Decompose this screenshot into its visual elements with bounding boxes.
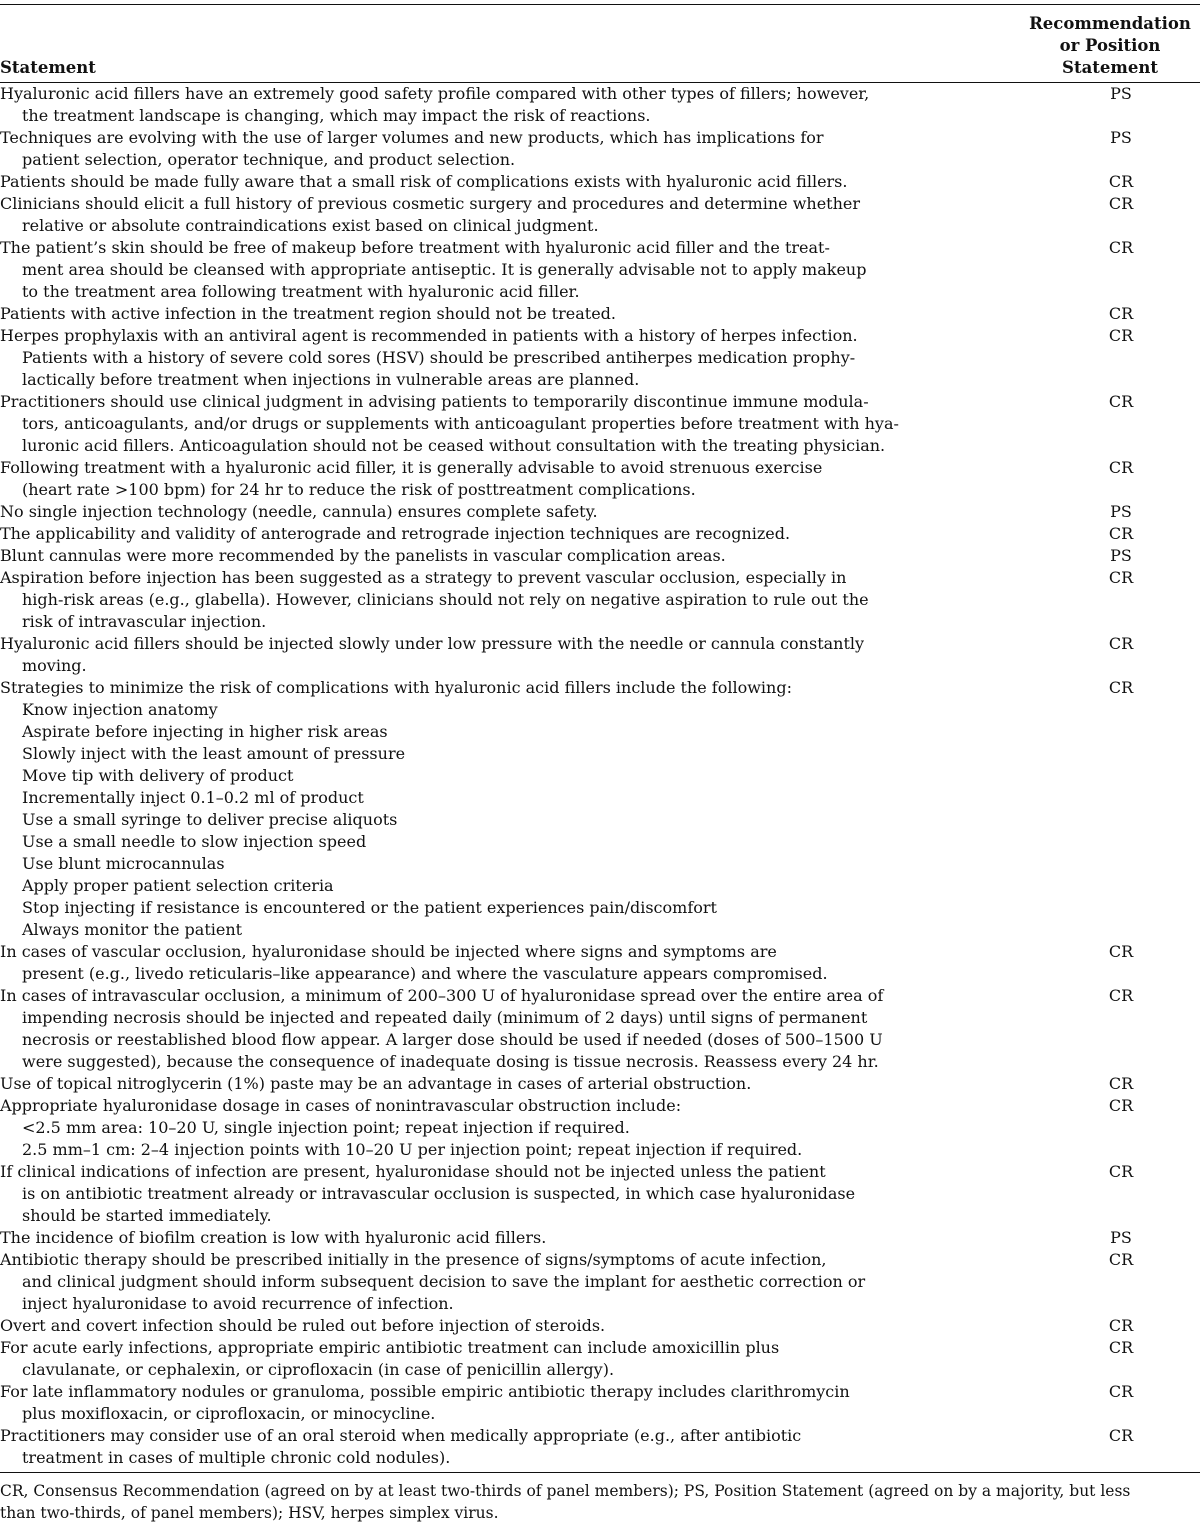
recommendation-type-cell: CR [1108,326,1134,345]
statement-line: Know injection anatomy [22,700,218,719]
statement-line: Use of topical nitroglycerin (1%) paste may be an advantage in cases of arterial obstruction. [0,1074,752,1093]
statement-cell [0,501,1020,523]
statement-line: moving. [22,656,87,675]
table-row [0,941,1200,985]
statement-column-header: Statement [0,5,1020,83]
recommendation-type-cell: CR [1108,238,1134,257]
table-row [0,1249,1200,1315]
table-row [0,1073,1200,1095]
statement-cell [0,1425,1020,1473]
table-row [0,1315,1200,1337]
statement-line: plus moxifloxacin, or ciprofloxacin, or minocycline. [22,1404,436,1423]
recommendations-table [0,4,1200,1473]
statement-cell [0,193,1020,237]
recommendation-type-cell: CR [1108,678,1134,697]
statement-line: The incidence of biofilm creation is low with hyaluronic acid fillers. [0,1228,547,1247]
statement-cell [0,325,1020,391]
recommendation-type-cell: CR [1108,634,1134,653]
table-row [0,303,1200,325]
table-row [0,677,1200,941]
statement-line: Use a small syringe to deliver precise aliquots [22,810,398,829]
table-row [0,1095,1200,1161]
recommendation-type-cell: CR [1108,1338,1134,1357]
recommendation-type-cell: CR [1108,986,1134,1005]
statement-cell [0,677,1020,941]
statement-line: relative or absolute contraindications exist based on clinical judgment. [22,216,599,235]
statement-line: should be started immediately. [22,1206,272,1225]
statement-line: risk of intravascular injection. [22,612,267,631]
statement-line: In cases of vascular occlusion, hyaluronidase should be injected where signs and symptoms are [0,942,777,961]
recommendation-type-cell: PS [1110,1228,1132,1247]
table-row [0,1381,1200,1425]
table-row [0,83,1200,128]
statement-line: were suggested), because the consequence of inadequate dosing is tissue necrosis. Reassess every 24 hr. [22,1052,879,1071]
statement-line: lactically before treatment when injections in vulnerable areas are planned. [22,370,640,389]
statement-cell [0,1227,1020,1249]
statement-cell [0,1315,1020,1337]
table-row [0,1227,1200,1249]
table-row [0,127,1200,171]
recommendation-type-cell: CR [1020,1425,1200,1473]
recommendation-type-cell: CR [1108,304,1134,323]
statement-line: Practitioners may consider use of an oral steroid when medically appropriate (e.g., after antibiotic [0,1426,802,1445]
table-row [0,171,1200,193]
statement-cell [0,391,1020,457]
statement-line: The patient’s skin should be free of makeup before treatment with hyaluronic acid filler and the treat- [0,238,830,257]
statement-line: Apply proper patient selection criteria [22,876,334,895]
statement-line: Patients should be made fully aware that a small risk of complications exists with hyaluronic acid fillers. [0,172,848,191]
recommendation-type-cell: PS [1110,128,1132,147]
header-line: Statement [1062,58,1158,77]
table-row [0,567,1200,633]
statement-line: Techniques are evolving with the use of larger volumes and new products, which has implications for [0,128,824,147]
statement-line: Slowly inject with the least amount of pressure [22,744,406,763]
statement-cell [0,567,1020,633]
statement-line: luronic acid fillers. Anticoagulation should not be ceased without consultation with the treating physician. [22,436,886,455]
statement-cell [0,1249,1020,1315]
recommendation-type-cell: CR [1108,458,1134,477]
statement-line: the treatment landscape is changing, which may impact the risk of reactions. [22,106,651,125]
statement-line: For acute early infections, appropriate empiric antibiotic treatment can include amoxicillin plus [0,1338,780,1357]
recommendation-type-cell: PS [1110,502,1132,521]
recommendation-type-cell: CR [1108,194,1134,213]
statement-line: Always monitor the patient [22,920,243,939]
recommendation-column-header [1020,5,1200,83]
statement-line: treatment in cases of multiple chronic cold nodules). [22,1448,451,1467]
recommendation-type-cell: CR [1108,1096,1134,1115]
statement-line: Incrementally inject 0.1–0.2 ml of product [22,788,364,807]
statement-cell [0,1161,1020,1227]
table-row [0,193,1200,237]
statement-line: and clinical judgment should inform subsequent decision to save the implant for aesthetic correction or [22,1272,866,1291]
statement-line: Aspiration before injection has been suggested as a strategy to prevent vascular occlusion, especially in [0,568,847,587]
statement-cell [0,1095,1020,1161]
table-row [0,545,1200,567]
statement-line: For late inflammatory nodules or granuloma, possible empiric antibiotic therapy includes clarithromycin [0,1382,850,1401]
statement-line: tors, anticoagulants, and/or drugs or supplements with anticoagulant properties before treatment with hya- [22,414,899,433]
recommendation-type-cell: CR [1108,392,1134,411]
table-row [0,1425,1200,1473]
recommendation-type-cell: CR [1108,1250,1134,1269]
statement-line: Practitioners should use clinical judgment in advising patients to temporarily discontinue immune modula- [0,392,869,411]
statement-line: Clinicians should elicit a full history of previous cosmetic surgery and procedures and determine whether [0,194,861,213]
statement-line: high-risk areas (e.g., glabella). However, clinicians should not rely on negative aspiration to rule out the [22,590,869,609]
statement-line: ment area should be cleansed with appropriate antiseptic. It is generally advisable not to apply makeup [22,260,867,279]
statement-line: No single injection technology (needle, cannula) ensures complete safety. [0,502,598,521]
header-line: or Position [1059,36,1161,55]
statement-cell [0,457,1020,501]
recommendation-type-cell: CR [1108,1382,1134,1401]
recommendation-type-cell: CR [1108,1316,1134,1335]
header-line: Recommendation [1029,14,1191,33]
table-row [0,523,1200,545]
statement-cell [0,171,1020,193]
statement-line: present (e.g., livedo reticularis–like appearance) and where the vasculature appears compromised. [22,964,828,983]
table-body [0,83,1200,1473]
table-row [0,633,1200,677]
statement-line: Move tip with delivery of product [22,766,294,785]
statement-line: Hyaluronic acid fillers have an extremely good safety profile compared with other types of fillers; however, [0,84,870,103]
statement-line: Overt and covert infection should be ruled out before injection of steroids. [0,1316,606,1335]
statement-cell [0,545,1020,567]
statement-line: Patients with active infection in the treatment region should not be treated. [0,304,616,323]
recommendation-type-cell: CR [1108,172,1134,191]
statement-cell [0,127,1020,171]
statement-line: The applicability and validity of anterograde and retrograde injection techniques are recognized. [0,524,791,543]
table-row [0,391,1200,457]
statement-line: inject hyaluronidase to avoid recurrence of infection. [22,1294,454,1313]
statement-line: Use a small needle to slow injection speed [22,832,367,851]
statement-line: Strategies to minimize the risk of complications with hyaluronic acid fillers include the following: [0,678,792,697]
statement-line: 2.5 mm–1 cm: 2–4 injection points with 10–20 U per injection point; repeat injection if required. [22,1140,803,1159]
statement-cell [0,1337,1020,1381]
statement-line: Stop injecting if resistance is encountered or the patient experiences pain/discomfort [22,898,717,917]
recommendation-type-cell: PS [1110,546,1132,565]
statement-cell [0,1073,1020,1095]
statement-line: impending necrosis should be injected and repeated daily (minimum of 2 days) until signs of permanent [22,1008,868,1027]
statement-line: to the treatment area following treatment with hyaluronic acid filler. [22,282,580,301]
statement-cell [0,83,1020,128]
table-row [0,457,1200,501]
statement-cell [0,1381,1020,1425]
statement-line: <2.5 mm area: 10–20 U, single injection point; repeat injection if required. [22,1118,630,1137]
footnote-line: than two-thirds, of panel members); HSV, herpes simplex virus. [0,1504,499,1522]
statement-line: Following treatment with a hyaluronic acid filler, it is generally advisable to avoid strenuous exercise [0,458,823,477]
statement-cell [0,633,1020,677]
statement-cell [0,523,1020,545]
statement-line: Hyaluronic acid fillers should be injected slowly under low pressure with the needle or cannula constantly [0,634,865,653]
statement-cell [0,941,1020,985]
statement-line: (heart rate >100 bpm) for 24 hr to reduce the risk of posttreatment complications. [22,480,696,499]
statement-line: patient selection, operator technique, and product selection. [22,150,516,169]
recommendation-type-cell: PS [1110,84,1132,103]
table-row [0,325,1200,391]
statement-line: If clinical indications of infection are present, hyaluronidase should not be injected unless the patient [0,1162,826,1181]
table-row [0,237,1200,303]
table-row [0,501,1200,523]
statement-line: Blunt cannulas were more recommended by the panelists in vascular complication areas. [0,546,726,565]
table-row [0,985,1200,1073]
footnote-line: CR, Consensus Recommendation (agreed on by at least two-thirds of panel members); PS, Position Statement (agreed on by a majority, but less [0,1482,1131,1500]
recommendation-type-cell: CR [1108,524,1134,543]
recommendation-type-cell: CR [1108,942,1134,961]
statement-line: Appropriate hyaluronidase dosage in cases of nonintravascular obstruction include: [0,1096,682,1115]
table-header [0,5,1200,83]
statement-line: clavulanate, or cephalexin, or ciprofloxacin (in case of penicillin allergy). [22,1360,615,1379]
statement-line: Herpes prophylaxis with an antiviral agent is recommended in patients with a history of herpes infection. [0,326,858,345]
statement-line: Use blunt microcannulas [22,854,225,873]
statement-line: In cases of intravascular occlusion, a minimum of 200–300 U of hyaluronidase spread over the entire area of [0,986,884,1005]
statement-cell [0,303,1020,325]
statement-line: Antibiotic therapy should be prescribed initially in the presence of signs/symptoms of acute infection, [0,1250,827,1269]
statement-cell [0,985,1020,1073]
table-footnote [0,1480,1200,1524]
statement-cell [0,237,1020,303]
recommendation-type-cell: CR [1108,1162,1134,1181]
statement-line: is on antibiotic treatment already or intravascular occlusion is suspected, in which case hyaluronidase [22,1184,856,1203]
recommendation-type-cell: CR [1108,568,1134,587]
recommendation-type-cell: CR [1108,1074,1134,1093]
statement-line: Aspirate before injecting in higher risk areas [22,722,388,741]
table-row [0,1337,1200,1381]
table-row [0,1161,1200,1227]
statement-line: Patients with a history of severe cold sores (HSV) should be prescribed antiherpes medication prophy- [22,348,856,367]
statement-line: necrosis or reestablished blood flow appear. A larger dose should be used if needed (doses of 500–1500 U [22,1030,883,1049]
